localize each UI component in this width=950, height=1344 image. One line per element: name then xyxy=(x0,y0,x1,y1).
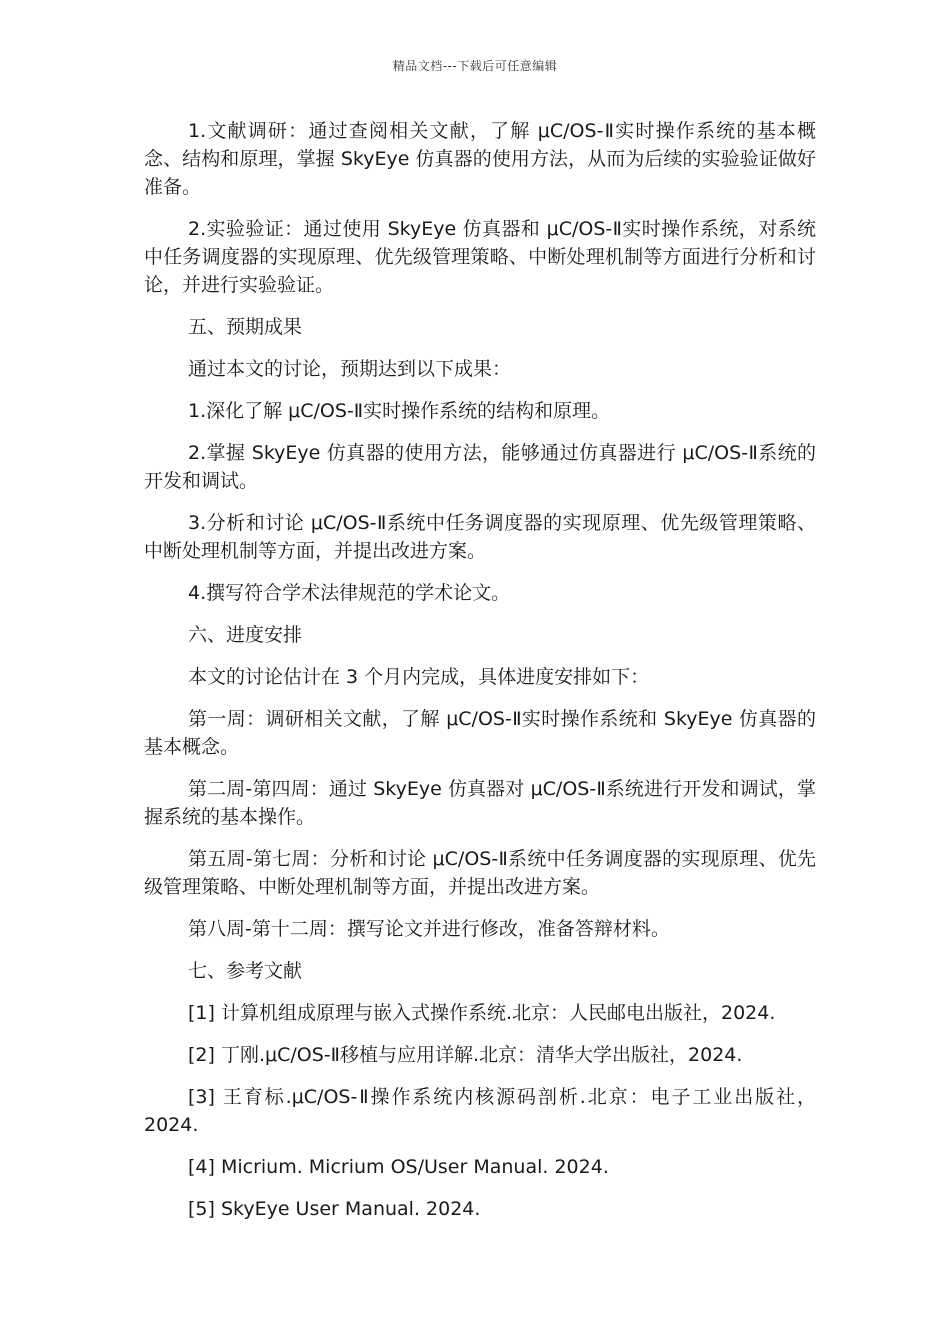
paragraph-schedule-week-5-7: 第五周-第七周：分析和讨论 μC/OS-Ⅱ系统中任务调度器的实现原理、优先级管理策略、中断处理机制等方面，并提出改进方案。 xyxy=(144,848,816,898)
reference-2: [2] 丁刚.μC/OS-Ⅱ移植与应用详解.北京：清华大学出版社，2024. xyxy=(188,1044,743,1066)
page-header: 精品文档---下载后可任意编辑 xyxy=(392,59,558,73)
paragraph-result-4: 4.撰写符合学术法律规范的学术论文。 xyxy=(188,582,511,604)
paragraph-schedule-intro: 本文的讨论估计在 3 个月内完成，具体进度安排如下： xyxy=(188,666,650,688)
paragraph-schedule-week-1: 第一周：调研相关文献，了解 μC/OS-Ⅱ实时操作系统和 SkyEye 仿真器的基本概念。 xyxy=(144,708,816,758)
paragraph-schedule-week-8-12: 第八周-第十二周：撰写论文并进行修改，准备答辩材料。 xyxy=(188,918,670,940)
paragraph-experiment-verification: 2.实验验证：通过使用 SkyEye 仿真器和 μC/OS-Ⅱ实时操作系统，对系统中任务调度器的实现原理、优先级管理策略、中断处理机制等方面进行分析和讨论，并进行实验验证。 xyxy=(144,218,816,296)
section-heading-references: 七、参考文献 xyxy=(188,960,303,982)
reference-1: [1] 计算机组成原理与嵌入式操作系统.北京：人民邮电出版社，2024. xyxy=(188,1002,776,1024)
paragraph-results-intro: 通过本文的讨论，预期达到以下成果： xyxy=(188,358,512,380)
reference-5: [5] SkyEye User Manual. 2024. xyxy=(188,1198,481,1220)
paragraph-schedule-week-2-4: 第二周-第四周：通过 SkyEye 仿真器对 μC/OS-Ⅱ系统进行开发和调试，掌握系统的基本操作。 xyxy=(144,778,816,828)
section-heading-expected-results: 五、预期成果 xyxy=(188,316,303,338)
paragraph-result-3: 3.分析和讨论 μC/OS-Ⅱ系统中任务调度器的实现原理、优先级管理策略、中断处理机制等方面，并提出改进方案。 xyxy=(144,512,816,562)
section-heading-schedule: 六、进度安排 xyxy=(188,624,303,646)
paragraph-literature-research: 1.文献调研：通过查阅相关文献，了解 μC/OS-Ⅱ实时操作系统的基本概念、结构和原理，掌握 SkyEye 仿真器的使用方法，从而为后续的实验验证做好准备。 xyxy=(144,120,816,198)
document-body xyxy=(144,117,816,1237)
reference-4: [4] Micrium. Micrium OS/User Manual. 2024. xyxy=(188,1156,609,1178)
reference-3: [3] 王育标.μC/OS-Ⅱ操作系统内核源码剖析.北京：电子工业出版社，2024. xyxy=(144,1086,816,1136)
paragraph-result-1: 1.深化了解 μC/OS-Ⅱ实时操作系统的结构和原理。 xyxy=(188,400,611,422)
paragraph-result-2: 2.掌握 SkyEye 仿真器的使用方法，能够通过仿真器进行 μC/OS-Ⅱ系统的开发和调试。 xyxy=(144,442,816,492)
